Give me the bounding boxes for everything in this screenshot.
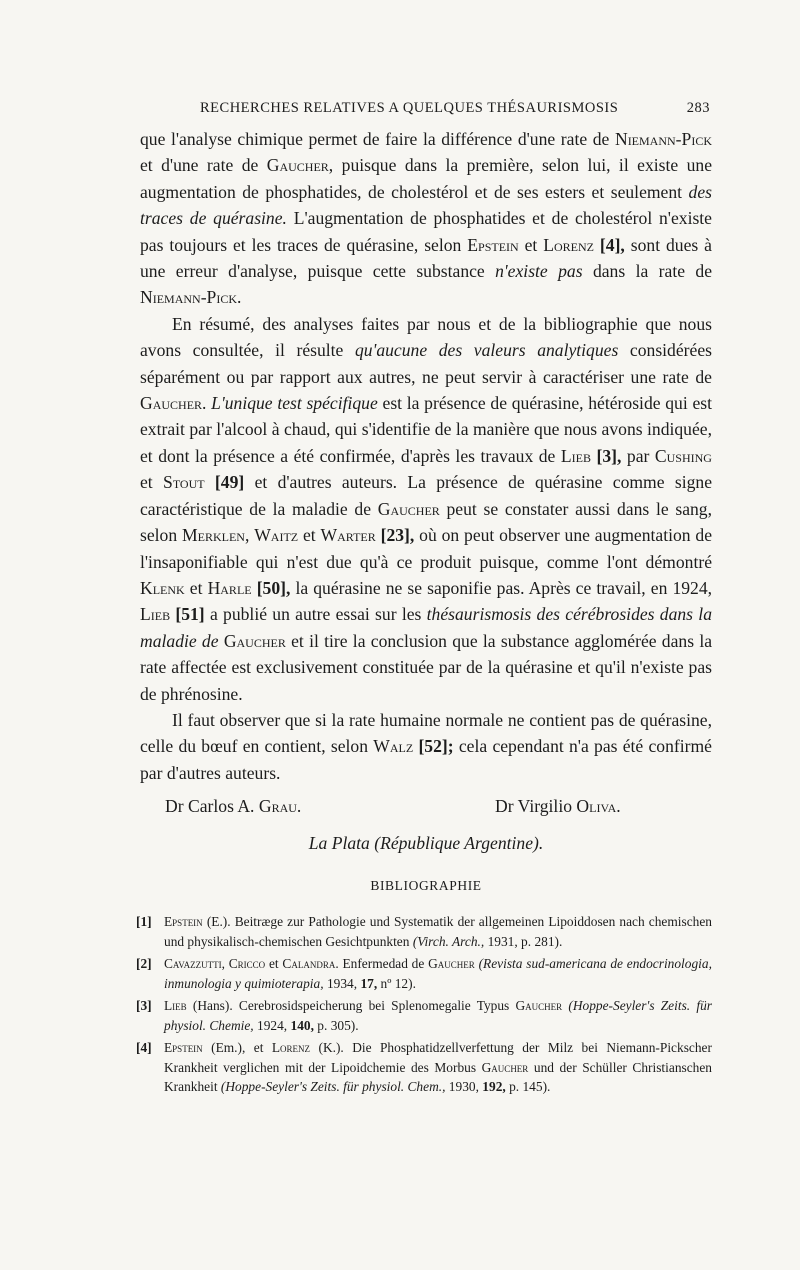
citation: [4], xyxy=(599,234,625,255)
paragraph-3: Il faut observer que si la rate humaine normale ne contient pas de quérasine, celle du bœuf en contient, selon Walz [52]; cela cependant n'a pas été confirmé par d'autres auteurs. xyxy=(140,709,712,783)
author-name: Merklen, xyxy=(181,525,250,546)
bibliography-title: BIBLIOGRAPHIE xyxy=(370,878,482,893)
emphasis: des traces de quérasine. xyxy=(140,181,712,229)
author-name: Warter xyxy=(320,525,376,546)
citation: [50], xyxy=(256,577,291,598)
author-name: Gaucher xyxy=(223,630,286,651)
author-name: Harle xyxy=(207,577,252,598)
author-name: Gaucher. xyxy=(140,393,207,414)
emphasis: L'unique test spécifique xyxy=(211,393,378,414)
citation: [3], xyxy=(596,445,622,466)
paragraph-1: que l'analyse chimique permet de faire la différence d'une rate de Niemann-Pick et d'une rate de Gaucher, puisque dans la première, selon lui, il existe une augmentation de phosphatides, de cholestérol et de ses esters et seulement des traces de quérasine. L'augmentation de phosphatides et de cholestérol n'existe pas toujours et les traces de quérasine, selon Epstein et Lorenz [4], sont dues à une erreur d'analyse, puisque cette substance n'existe pas dans la rate de Niemann-Pick. xyxy=(140,129,713,308)
author-name: Walz xyxy=(373,736,414,757)
reference-item: [2] Cavazzutti, Cricco et Calandra. Enfermedad de Gaucher (Revista sud-americana de endocrinologia, inmunologia y quimioterapia, 1934, 17, nº 12). xyxy=(136,956,712,991)
author-name: Cushing xyxy=(654,445,712,466)
page-number: 283 xyxy=(686,100,710,116)
author-name: Lieb xyxy=(560,445,591,466)
body-text xyxy=(140,126,712,786)
emphasis: n'existe pas xyxy=(495,261,583,282)
author-name: Niemann-Pick. xyxy=(140,287,242,308)
running-title: RECHERCHES RELATIVES A QUELQUES THÉSAURISMOSIS xyxy=(200,100,619,116)
emphasis: qu'aucune des valeurs analytiques xyxy=(354,340,619,361)
author-name: Epstein xyxy=(467,234,519,255)
citation: [51] xyxy=(175,604,205,625)
signatures xyxy=(140,796,712,822)
citation: [23], xyxy=(380,525,415,546)
citation: [52]; xyxy=(418,736,454,757)
author-name: Klenk xyxy=(140,577,185,598)
signature-right: Dr Virgilio Oliva. xyxy=(495,796,621,816)
author-name: Lorenz xyxy=(543,234,594,255)
author-name: Waitz xyxy=(254,525,299,546)
author-name: Gaucher, xyxy=(266,155,334,176)
reference-item: [3] Lieb (Hans). Cerebrosidspeicherung bei Splenomegalie Typus Gaucher (Hoppe-Seyler's Zeits. für physiol. Chemie, 1924, 140, p. 305). xyxy=(136,998,712,1033)
author-name: Niemann-Pick xyxy=(614,129,712,149)
paragraph-2: En résumé, des analyses faites par nous et de la bibliographie que nous avons consultée, il résulte qu'aucune des valeurs analytiques considérées séparément ou par rapport aux autres, ne peut servir à caractériser une rate de Gaucher. L'unique test spécifique est la présence de quérasine, hétéroside qui est extrait par l'alcool à chaud, qui s'identifie de la manière que nous avons indiquée, et dont la présence a été confirmée, d'après les travaux de Lieb [3], par Cushing et Stout [49] et d'autres auteurs. La présence de quérasine comme signe caractéristique de la maladie de Gaucher peut se constater aussi dans le sang, selon Merklen, Waitz et Warter [23], où on peut observer une augmentation de l'insaponifiable qui n'est due qu'à ce produit puisque, comme l'ont démontré Klenk et Harle [50], la quérasine ne se saponifie pas. Après ce travail, en 1924, Lieb [51] a publié un autre essai sur les thésaurismosis des cérébrosides dans la maladie de Gaucher et il tire la conclusion que la substance agglomérée dans la rate affectée est exclusivement constituée par de la quérasine et qu'il n'existe pas de phrénosine. xyxy=(140,313,713,704)
author-name: Gaucher xyxy=(377,498,440,519)
emphasis: thésaurismosis des cérébrosides dans la maladie de xyxy=(140,604,712,651)
place-line: La Plata (République Argentine). xyxy=(308,833,544,853)
reference-item: [1] Epstein (E.). Beitræge zur Pathologie und Systematik der allgemeinen Lipoiddosen nach chemischen und physikalisch-chemischen Gesichtpunkten (Virch. Arch., 1931, p. 281). xyxy=(136,914,712,949)
author-name: Lieb xyxy=(140,604,171,625)
bibliography xyxy=(136,912,712,1100)
signature-left: Dr Carlos A. Grau. xyxy=(165,796,302,816)
citation: [49] xyxy=(214,472,245,493)
reference-item: [4] Epstein (Em.), et Lorenz (K.). Die Phosphatidzellverfettung der Milz bei Niemann-Pickscher Krankheit verglichen mit der Lipoidchemie des Morbus Gaucher und der Schüller Christianschen Krankheit (Hoppe-Seyler's Zeits. für physiol. Chem., 1930, 192, p. 145). xyxy=(136,1040,713,1094)
author-name: Stout xyxy=(163,472,205,493)
